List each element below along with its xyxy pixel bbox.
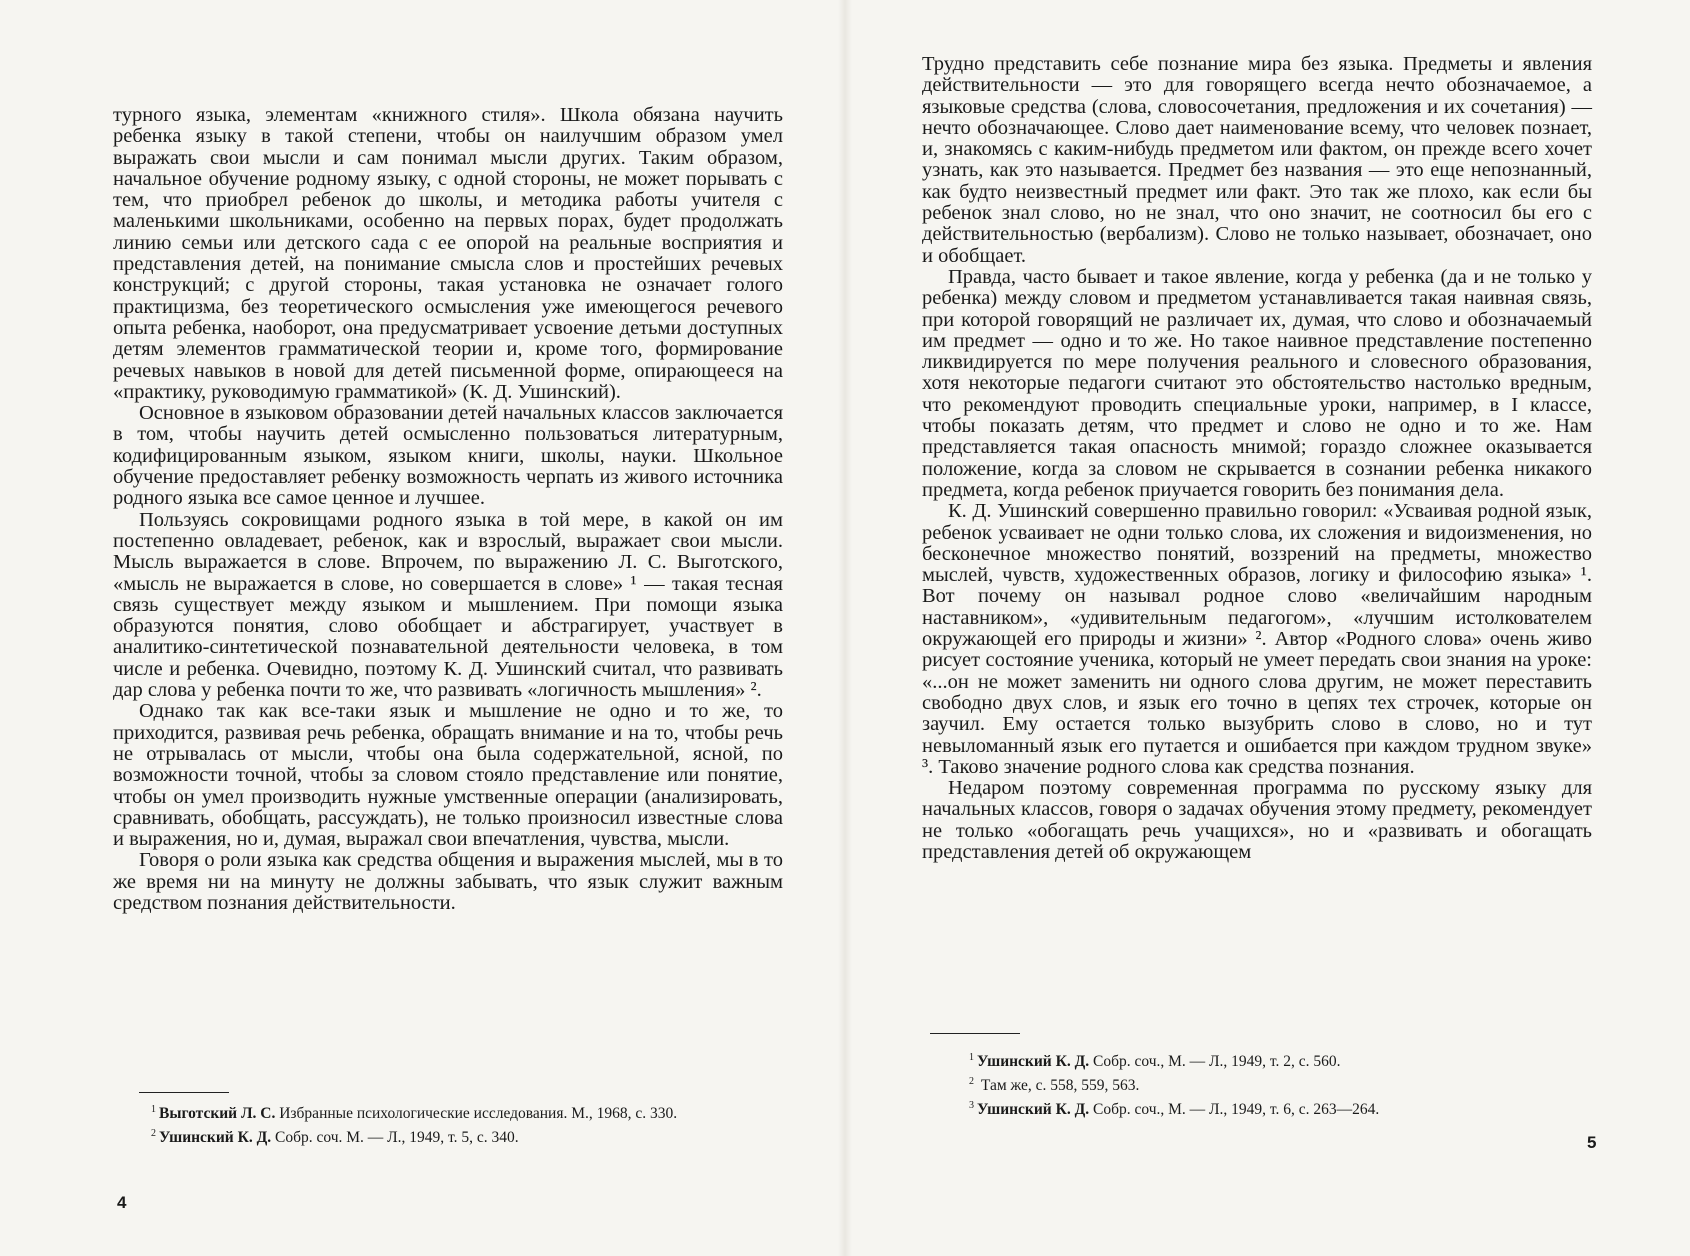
footnote: $^2$ Там же, с. 558, 559, 563. [969, 1076, 1140, 1095]
paragraph: Трудно представить себе познание мира без языка. Предметы и явления действительности — это для говорящего всегда нечто обозначаемое, а языковые средства (слова, словосочетания, предложения и их сочетания) — нечто обозначающее. Слово дает наименование всему, что человек познает, и, знакомясь с каким-нибудь предметом или фактом, он прежде всего хочет узнать, как это называется. Предмет без названия — это еще непознанный, как будто неизвестный предмет или факт. Это так же плохо, как если бы ребенок знал слово, но не знал, что оно значит, не соотносил бы его с действительностью (вербализм). Слово не только называет, обозначает, оно и обобщает. [922, 53, 1592, 267]
footnote: $^1$ Ушинский К. Д. Собр. соч., М. — Л., 1949, т. 2, с. 560. [969, 1052, 1341, 1071]
paragraph: Основное в языковом образовании детей начальных классов заключается в том, чтобы научить детей осмысленно пользоваться литературным, кодифицированным языком, языком книги, школы, науки. Школьное обучение предоставляет ребенку возможность черпать из живого источника родного языка все самое ценное и лучшее. [113, 402, 783, 510]
right-page-body [922, 54, 1592, 863]
footnote-divider [930, 1033, 1020, 1034]
right-footnotes [957, 1048, 1597, 1120]
left-footnotes [139, 1100, 784, 1148]
paragraph: Недаром поэтому современная программа по русскому языку для начальных классов, говоря о задачах обучения этому предмету, рекомендует не только «обогащать речь учащихся», но и «развивать и обогащать представления детей об окружающем [922, 777, 1592, 863]
footnote: $^1$ Выготский Л. С. Избранные психологические исследования. М., 1968, с. 330. [151, 1104, 678, 1123]
paragraph: Правда, часто бывает и такое явление, когда у ребенка (да и не только у ребенка) между словом и предметом устанавливается такая наивная связь, при которой говорящий не различает их, думая, что слово и обозначаемый им предмет — одно и то же. Но такое наивное представление постепенно ликвидируется по мере получения реального и словесного образования, хотя некоторые педагоги считают это обстоятельство настолько вредным, что рекомендуют проводить специальные уроки, например, в I классе, чтобы показать детям, что предмет и слово не одно и то же. Нам представляется такая опасность мнимой; гораздо сложнее оказывается положение, когда за словом не скрывается в сознании ребенка никакого предмета, когда ребенок приучается говорить без понимания дела. [922, 265, 1592, 501]
left-page-body [113, 105, 783, 914]
page-number: 5 [1587, 1133, 1597, 1152]
footnote: $^2$ Ушинский К. Д. Собр. соч. М. — Л., 1949, т. 5, с. 340. [151, 1128, 519, 1147]
paragraph: турного языка, элементам «книжного стиля». Школа обязана научить ребенка языку в такой степени, чтобы он наилучшим образом умел выражать свои мысли и сам понимал мысли других. Таким образом, начальное обучение родному языку, с одной стороны, не может порывать с тем, что приобрел ребенок до школы, и методика работы учителя с маленькими школьниками, особенно на первых порах, будет продолжать линию семьи или детского сада с ее опорой на реальные восприятия и представления детей, на понимание смысла слов и простейших речевых конструкций; с другой стороны, такая установка не означает голого практицизма, без теоретического осмысления уже имеющегося речевого опыта ребенка, наоборот, она предусматривает усвоение детьми доступных детям элементов грамматической теории и, кроме того, формирование речевых навыков в новой для детей письменной форме, опирающееся на «практику, руководимую грамматикой» (К. Д. Ушинский). [113, 104, 783, 403]
paragraph: Однако так как все-таки язык и мышление не одно и то же, то приходится, развивая речь ребенка, обращать внимание и на то, чтобы речь не отрывалась от мысли, чтобы она была содержательной, ясной, по возможности точной, чтобы за словом стояло представление или понятие, чтобы он умел производить нужные умственные операции (анализировать, сравнивать, обобщать, рассуждать), не только произносил известные слова и выражения, но и, думая, выражал свои впечатления, чувства, мысли. [113, 700, 783, 851]
footnote: $^3$ Ушинский К. Д. Собр. соч., М. — Л., 1949, т. 6, с. 263—264. [969, 1100, 1380, 1119]
paragraph: Пользуясь сокровищами родного языка в той мере, в какой он им постепенно овладевает, ребенок, как и взрослый, выражает свои мысли. Мысль выражается в слове. Впрочем, по выражению Л. С. Выготского, «мысль не выражается в слове, но совершается в слове» ¹ — такая тесная связь существует между языком и мышлением. При помощи языка образуются понятия, слово обобщает и абстрагирует, участвует в аналитико-синтетической познавательной деятельности человека, в том числе и ребенка. Очевидно, поэтому К. Д. Ушинский считал, что развивать дар слова у ребенка почти то же, что развивать «логичность мышления» ². [113, 508, 783, 702]
paragraph: Говоря о роли языка как средства общения и выражения мыслей, мы в то же время ни на минуту не должны забывать, что язык служит важным средством познания действительности. [113, 849, 783, 914]
page-number: 4 [117, 1193, 127, 1212]
paragraph: К. Д. Ушинский совершенно правильно говорил: «Усваивая родной язык, ребенок усваивает не одни только слова, их сложения и видоизменения, но бесконечное множество понятий, воззрений на предметы, множество мыслей, чувств, художественных образов, логику и философию языка» ¹. Вот почему он называл родное слово «величайшим народным наставником», «удивительным педагогом», «лучшим истолкователем окружающей его природы и жизни» ². Автор «Родного слова» очень живо рисует состояние ученика, который не умеет передать свои знания на уроке: «...он не может заменить ни одного слова другим, не может переставить свободно двух слов, и язык его точно в цепях тех строчек, которые он заучил. Ему остается только вызубрить слово в слово, но и тут невыломанный язык его путается и ошибается при каждом трудном звуке» ³. Таково значение родного слова как средства познания. [922, 500, 1592, 778]
footnote-divider [139, 1092, 229, 1093]
